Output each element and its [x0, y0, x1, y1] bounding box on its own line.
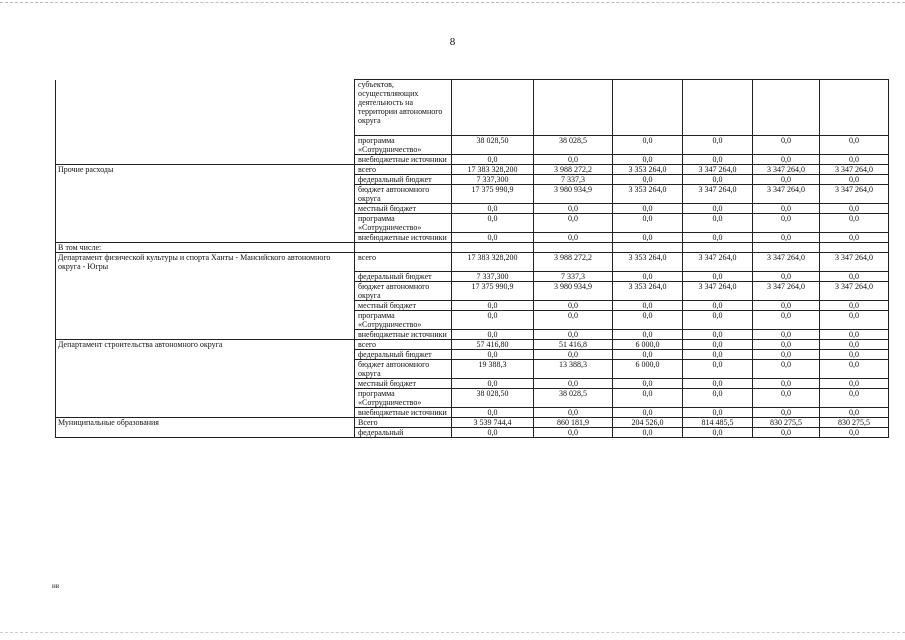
value-cell: 0,0: [753, 378, 820, 388]
value-cell: 38 028,5: [534, 388, 613, 407]
org-cell: [56, 175, 355, 185]
value-cell: 0,0: [613, 378, 683, 388]
value-cell: 0,0: [820, 329, 889, 339]
value-cell: 3 347 264,0: [820, 185, 889, 204]
value-cell: 0,0: [820, 339, 889, 349]
table-row: [56, 80, 889, 136]
funding-type-cell: федеральный: [355, 427, 452, 437]
value-cell: 0,0: [452, 427, 534, 437]
table-row: [56, 233, 889, 243]
org-cell: Прочие расходы: [56, 165, 355, 175]
value-cell: 0,0: [613, 155, 683, 165]
table-row: [56, 300, 889, 310]
value-cell: 7 337,300: [452, 271, 534, 281]
value-cell: 0,0: [820, 359, 889, 378]
value-cell: 0,0: [613, 407, 683, 417]
funding-type-cell: внебюджетные источники: [355, 407, 452, 417]
value-cell: 0,0: [753, 388, 820, 407]
value-cell: 0,0: [683, 204, 753, 214]
value-cell: 0,0: [820, 155, 889, 165]
funding-type-cell: программа «Сотрудничество»: [355, 310, 452, 329]
org-cell: [56, 427, 355, 437]
scan-edge-top: [0, 2, 905, 3]
value-cell: 0,0: [613, 388, 683, 407]
value-cell: [753, 80, 820, 136]
value-cell: 0,0: [452, 407, 534, 417]
value-cell: 0,0: [820, 214, 889, 233]
table-row: [56, 214, 889, 233]
org-cell: Муниципальные образования: [56, 417, 355, 427]
funding-type-cell: внебюджетные источники: [355, 233, 452, 243]
value-cell: 0,0: [452, 349, 534, 359]
org-cell: [56, 185, 355, 204]
org-cell: [56, 233, 355, 243]
value-cell: [613, 80, 683, 136]
org-cell: [56, 310, 355, 329]
footer-mark: нв: [52, 582, 60, 590]
value-cell: [452, 80, 534, 136]
value-cell: 0,0: [534, 427, 613, 437]
value-cell: 0,0: [820, 310, 889, 329]
value-cell: 0,0: [683, 300, 753, 310]
value-cell: 3 988 272,2: [534, 165, 613, 175]
value-cell: 3 347 264,0: [820, 253, 889, 272]
funding-type-cell: программа «Сотрудничество»: [355, 214, 452, 233]
value-cell: 3 988 272,2: [534, 253, 613, 272]
value-cell: 0,0: [613, 310, 683, 329]
org-cell: [56, 359, 355, 378]
value-cell: 0,0: [753, 359, 820, 378]
value-cell: 0,0: [820, 427, 889, 437]
value-cell: 0,0: [820, 233, 889, 243]
table-row: [56, 204, 889, 214]
org-cell: [56, 281, 355, 300]
table-row: [56, 185, 889, 204]
value-cell: 3 347 264,0: [753, 253, 820, 272]
funding-type-cell: субъектов, осуществляющих деятельность на территории автономного округа: [355, 80, 452, 136]
value-cell: [820, 80, 889, 136]
value-cell: 0,0: [683, 214, 753, 233]
value-cell: 3 353 264,0: [613, 253, 683, 272]
value-cell: 0,0: [534, 329, 613, 339]
funding-type-cell: всего: [355, 339, 452, 349]
value-cell: [753, 243, 820, 253]
org-cell: Департамент физической культуры и спорта Ханты - Мансийского автономного округа - Югры: [56, 253, 355, 272]
table-row: [56, 253, 889, 272]
value-cell: 0,0: [613, 175, 683, 185]
value-cell: 0,0: [534, 378, 613, 388]
table-row: [56, 427, 889, 437]
value-cell: 0,0: [534, 407, 613, 417]
funding-type-cell: всего: [355, 253, 452, 272]
value-cell: 0,0: [820, 407, 889, 417]
org-cell: [56, 349, 355, 359]
table-body: [56, 80, 889, 438]
value-cell: 0,0: [753, 339, 820, 349]
org-cell: [56, 300, 355, 310]
value-cell: 0,0: [613, 329, 683, 339]
value-cell: 6 000,0: [613, 339, 683, 349]
table-row: [56, 310, 889, 329]
value-cell: 860 181,9: [534, 417, 613, 427]
value-cell: 0,0: [753, 214, 820, 233]
value-cell: 0,0: [534, 300, 613, 310]
value-cell: 0,0: [534, 204, 613, 214]
org-cell: [56, 378, 355, 388]
value-cell: 0,0: [683, 136, 753, 155]
value-cell: 3 353 264,0: [613, 185, 683, 204]
value-cell: 7 337,3: [534, 175, 613, 185]
org-cell: [56, 388, 355, 407]
org-cell: [56, 80, 355, 136]
value-cell: 0,0: [534, 233, 613, 243]
table-row: [56, 136, 889, 155]
value-cell: [534, 243, 613, 253]
value-cell: 17 383 328,200: [452, 253, 534, 272]
org-cell: [56, 329, 355, 339]
table-row: [56, 175, 889, 185]
value-cell: 13 388,3: [534, 359, 613, 378]
value-cell: 0,0: [753, 271, 820, 281]
value-cell: 57 416,80: [452, 339, 534, 349]
value-cell: 51 416,8: [534, 339, 613, 349]
table-row: [56, 378, 889, 388]
funding-type-cell: федеральный бюджет: [355, 271, 452, 281]
value-cell: 0,0: [613, 204, 683, 214]
value-cell: 0,0: [613, 271, 683, 281]
table-row: [56, 155, 889, 165]
value-cell: 0,0: [683, 339, 753, 349]
value-cell: 17 375 990,9: [452, 281, 534, 300]
value-cell: 0,0: [820, 136, 889, 155]
value-cell: 3 539 744,4: [452, 417, 534, 427]
value-cell: 0,0: [753, 349, 820, 359]
funding-type-cell: Всего: [355, 417, 452, 427]
value-cell: 0,0: [753, 329, 820, 339]
value-cell: 17 383 328,200: [452, 165, 534, 175]
funding-type-cell: внебюджетные источники: [355, 155, 452, 165]
value-cell: [820, 243, 889, 253]
table-row: [56, 243, 889, 253]
funding-type-cell: федеральный бюджет: [355, 349, 452, 359]
value-cell: 38 028,50: [452, 136, 534, 155]
funding-type-cell: бюджет автономного округа: [355, 359, 452, 378]
value-cell: 7 337,300: [452, 175, 534, 185]
value-cell: 830 275,5: [820, 417, 889, 427]
value-cell: 38 028,5: [534, 136, 613, 155]
value-cell: 0,0: [452, 233, 534, 243]
funding-type-cell: всего: [355, 165, 452, 175]
value-cell: [613, 243, 683, 253]
value-cell: 3 980 934,9: [534, 185, 613, 204]
value-cell: 0,0: [683, 349, 753, 359]
value-cell: 3 347 264,0: [753, 185, 820, 204]
value-cell: 0,0: [613, 427, 683, 437]
table-row: [56, 407, 889, 417]
value-cell: 0,0: [683, 175, 753, 185]
org-cell: Департамент строительства автономного округа: [56, 339, 355, 349]
value-cell: 0,0: [452, 204, 534, 214]
value-cell: 0,0: [820, 204, 889, 214]
value-cell: 0,0: [683, 329, 753, 339]
value-cell: 0,0: [683, 155, 753, 165]
value-cell: 0,0: [613, 214, 683, 233]
value-cell: 3 347 264,0: [753, 165, 820, 175]
value-cell: 0,0: [683, 359, 753, 378]
table-row: [56, 339, 889, 349]
funding-type-cell: бюджет автономного округа: [355, 185, 452, 204]
value-cell: 0,0: [534, 349, 613, 359]
value-cell: 38 028,50: [452, 388, 534, 407]
org-cell: В том числе:: [56, 243, 355, 253]
value-cell: 6 000,0: [613, 359, 683, 378]
value-cell: 0,0: [452, 310, 534, 329]
value-cell: 0,0: [753, 136, 820, 155]
value-cell: 3 353 264,0: [613, 281, 683, 300]
org-cell: [56, 407, 355, 417]
budget-table: [55, 79, 889, 438]
value-cell: [534, 80, 613, 136]
value-cell: 204 526,0: [613, 417, 683, 427]
value-cell: 0,0: [820, 271, 889, 281]
value-cell: 3 347 264,0: [683, 165, 753, 175]
table-row: [56, 165, 889, 175]
value-cell: 0,0: [534, 155, 613, 165]
value-cell: 3 347 264,0: [753, 281, 820, 300]
value-cell: 0,0: [753, 155, 820, 165]
value-cell: 0,0: [683, 388, 753, 407]
value-cell: 0,0: [452, 378, 534, 388]
table-row: [56, 271, 889, 281]
value-cell: 0,0: [613, 349, 683, 359]
table-row: [56, 329, 889, 339]
value-cell: 3 980 934,9: [534, 281, 613, 300]
value-cell: 3 347 264,0: [683, 281, 753, 300]
value-cell: [683, 80, 753, 136]
value-cell: 0,0: [452, 155, 534, 165]
funding-type-cell: местный бюджет: [355, 378, 452, 388]
funding-type-cell: внебюджетные источники: [355, 329, 452, 339]
value-cell: 0,0: [753, 407, 820, 417]
value-cell: 3 347 264,0: [683, 185, 753, 204]
value-cell: 0,0: [534, 214, 613, 233]
value-cell: 3 347 264,0: [683, 253, 753, 272]
funding-type-cell: бюджет автономного округа: [355, 281, 452, 300]
org-cell: [56, 271, 355, 281]
value-cell: 0,0: [452, 300, 534, 310]
table-row: [56, 349, 889, 359]
value-cell: 0,0: [683, 378, 753, 388]
value-cell: 7 337,3: [534, 271, 613, 281]
value-cell: 0,0: [753, 204, 820, 214]
table-row: [56, 417, 889, 427]
value-cell: 0,0: [683, 427, 753, 437]
value-cell: 0,0: [452, 329, 534, 339]
value-cell: 0,0: [452, 214, 534, 233]
org-cell: [56, 155, 355, 165]
value-cell: 0,0: [753, 300, 820, 310]
value-cell: 0,0: [753, 310, 820, 329]
value-cell: 0,0: [683, 310, 753, 329]
value-cell: 0,0: [683, 407, 753, 417]
value-cell: 3 353 264,0: [613, 165, 683, 175]
value-cell: 3 347 264,0: [820, 281, 889, 300]
org-cell: [56, 214, 355, 233]
value-cell: 0,0: [820, 349, 889, 359]
funding-type-cell: [355, 243, 452, 253]
table-row: [56, 359, 889, 378]
scan-edge-bottom: [0, 632, 905, 633]
value-cell: [452, 243, 534, 253]
value-cell: 830 275,5: [753, 417, 820, 427]
org-cell: [56, 136, 355, 155]
value-cell: 0,0: [753, 233, 820, 243]
value-cell: 814 485,5: [683, 417, 753, 427]
value-cell: 3 347 264,0: [820, 165, 889, 175]
value-cell: 17 375 990,9: [452, 185, 534, 204]
value-cell: [683, 243, 753, 253]
org-cell: [56, 204, 355, 214]
value-cell: 0,0: [683, 233, 753, 243]
value-cell: 0,0: [613, 136, 683, 155]
value-cell: 0,0: [820, 388, 889, 407]
funding-type-cell: федеральный бюджет: [355, 175, 452, 185]
value-cell: 0,0: [753, 175, 820, 185]
value-cell: 0,0: [683, 271, 753, 281]
value-cell: 0,0: [820, 300, 889, 310]
value-cell: 19 388,3: [452, 359, 534, 378]
page-number: 8: [449, 36, 456, 48]
funding-type-cell: программа «Сотрудничество»: [355, 136, 452, 155]
value-cell: 0,0: [820, 175, 889, 185]
table-row: [56, 281, 889, 300]
funding-type-cell: местный бюджет: [355, 204, 452, 214]
value-cell: 0,0: [613, 233, 683, 243]
value-cell: 0,0: [820, 378, 889, 388]
table-row: [56, 388, 889, 407]
value-cell: 0,0: [613, 300, 683, 310]
funding-type-cell: программа «Сотрудничество»: [355, 388, 452, 407]
value-cell: 0,0: [534, 310, 613, 329]
funding-type-cell: местный бюджет: [355, 300, 452, 310]
value-cell: 0,0: [753, 427, 820, 437]
